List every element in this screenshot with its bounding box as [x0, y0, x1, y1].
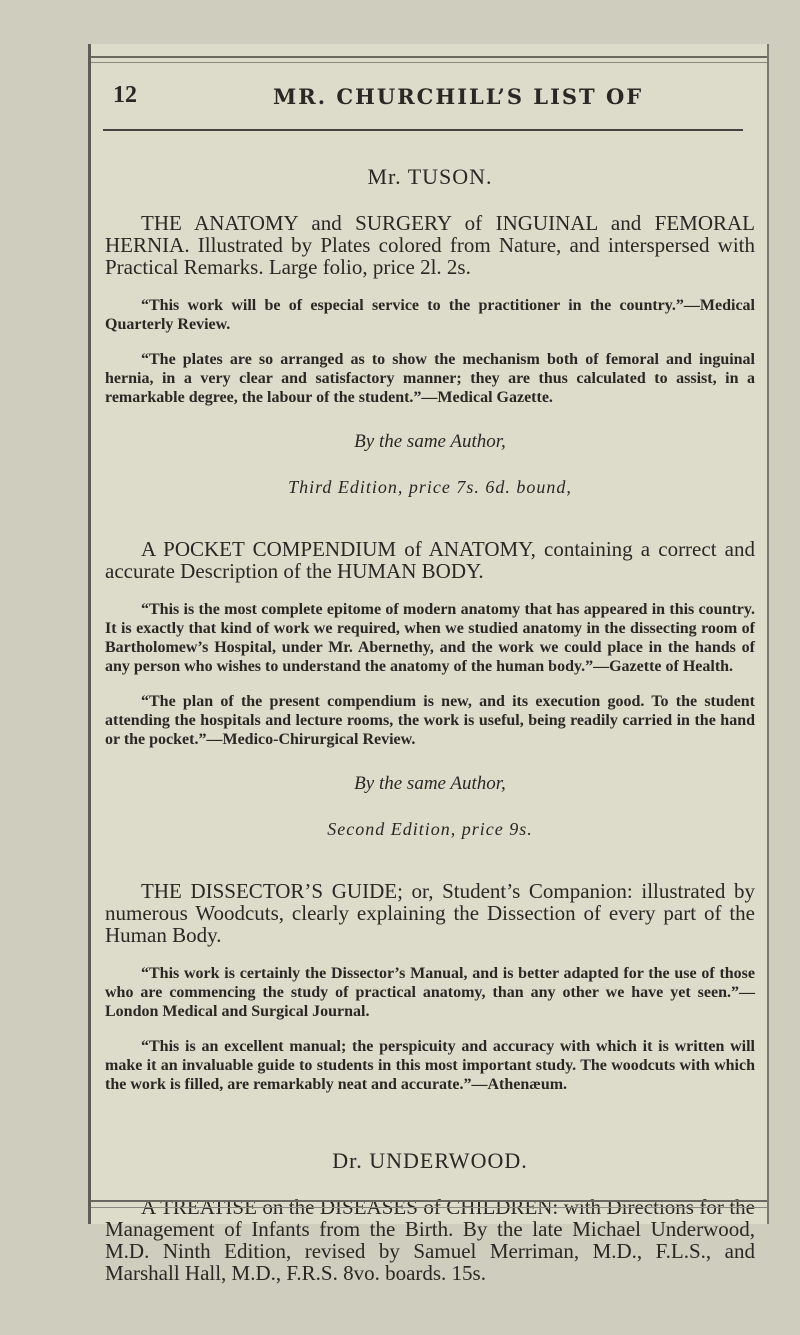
- author-heading: Mr. TUSON.: [367, 164, 493, 189]
- review-quote: “The plates are so arranged as to show the mechanism both of femoral and inguinal hernia, in a very clear and satisfactory manner; they are thus calculated to assist, in a remarkable degree, the labour of the student.”—Medical Gazette.: [105, 351, 755, 406]
- edition-line: Third Edition, price 7s. 6d. bound,: [288, 477, 572, 497]
- book-title: A TREATISE on the DISEASES of CHILDREN: with Directions for the Management of Infants from the Birth. By the late Michael Underwood, M.D. Ninth Edition, revised by Samuel Merriman, M.D., F.L.S., and Marshall Hall, M.D., F.R.S. 8vo. boards. 15s.: [105, 1195, 755, 1285]
- running-title: MR. CHURCHILL’S LIST OF: [273, 84, 644, 109]
- review-quote: “This work will be of especial service to the practitioner in the country.”—Medical Quarterly Review.: [105, 297, 755, 333]
- review-quote: “This work is certainly the Dissector’s Manual, and is better adapted for the use of those who are commencing the study of practical anatomy, than any other we have yet seen.”—London Medical and Surgical Journal.: [105, 965, 755, 1020]
- top-border-rule-inner: [91, 62, 767, 63]
- page-header: [113, 82, 753, 112]
- bottom-border-rule-inner: [91, 1207, 767, 1208]
- book-title: THE DISSECTOR’S GUIDE; or, Student’s Companion: illustrated by numerous Woodcuts, clearly explaining the Dissection of every part of the Human Body.: [105, 879, 755, 947]
- review-quote: “This is an excellent manual; the perspicuity and accuracy with which it is written will make it an invaluable guide to students in this most important study. The woodcuts with which the work is filled, are remarkably neat and accurate.”—Athenæum.: [105, 1038, 755, 1093]
- section-pocket-compendium: [105, 431, 755, 749]
- book-title: THE ANATOMY and SURGERY of INGUINAL and FEMORAL HERNIA. Illustrated by Plates colored from Nature, and interspersed with Practical Remarks. Large folio, price 2l. 2s.: [105, 211, 755, 279]
- section-underwood: [105, 1148, 755, 1284]
- edition-line: Second Edition, price 9s.: [327, 819, 533, 839]
- header-rule: [103, 129, 743, 131]
- section-dissectors-guide: [105, 773, 755, 1094]
- page-number: 12: [113, 82, 137, 108]
- top-border-rule: [91, 56, 767, 58]
- section-tuson: [105, 164, 755, 407]
- review-quote: “The plan of the present compendium is new, and its execution good. To the student attending the hospitals and lecture rooms, the work is useful, being readily carried in the hand or the pocket.”—Medico-Chirurgical Review.: [105, 693, 755, 748]
- byline: By the same Author,: [354, 431, 506, 452]
- book-page: [88, 44, 769, 1285]
- author-heading: Dr. UNDERWOOD.: [332, 1148, 528, 1173]
- review-quote: “This is the most complete epitome of modern anatomy that has appeared in this country. It is exactly that kind of work we required, when we studied anatomy in the dissecting room of Bartholomew’s Hospital, under Mr. Abernethy, and the work we could place in the hands of any person who wishes to understand the anatomy of the human body.”—Gazette of Health.: [105, 601, 755, 675]
- page-content: [105, 164, 755, 1302]
- byline: By the same Author,: [354, 773, 506, 794]
- book-title: A POCKET COMPENDIUM of ANATOMY, containing a correct and accurate Description of the HUMAN BODY.: [105, 537, 755, 583]
- bottom-border-rule: [91, 1200, 767, 1202]
